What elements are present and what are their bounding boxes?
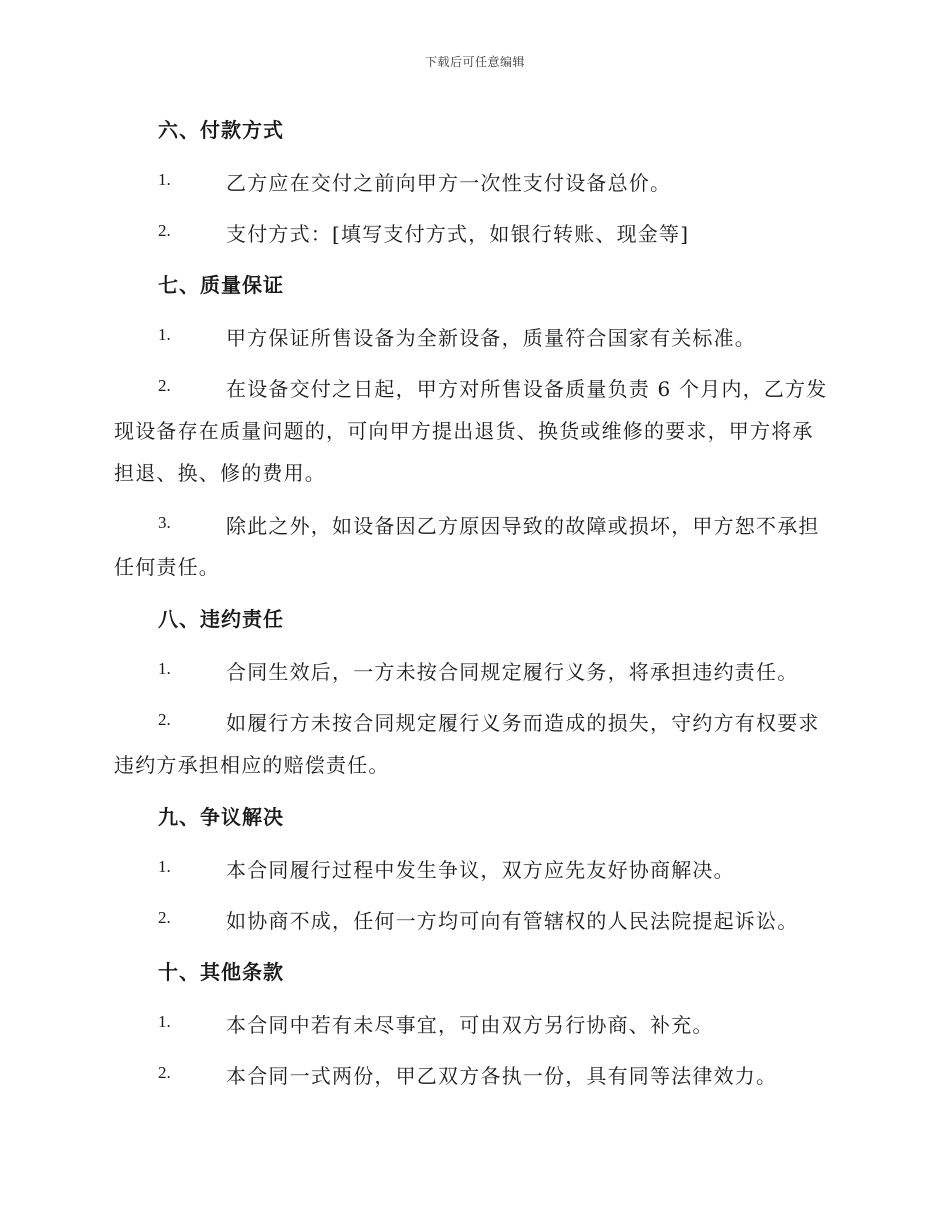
item-number: 2.	[158, 221, 171, 240]
section-heading-breach: 八、违约责任	[158, 607, 284, 631]
item-number: 1.	[158, 857, 171, 876]
item-number: 1.	[158, 659, 171, 678]
item-number: 1.	[158, 1012, 171, 1031]
item-text: 如协商不成，任何一方均可向有管辖权的人民法院提起诉讼。	[226, 909, 799, 933]
item-number: 2.	[158, 908, 171, 927]
item-number: 1.	[158, 170, 171, 189]
item-text: 支付方式：[填写支付方式，如银行转账、现金等]	[226, 222, 690, 246]
item-text-continued: 违约方承担相应的赔偿责任。	[114, 753, 390, 777]
item-number: 2.	[158, 1063, 171, 1082]
item-text: 本合同中若有未尽事宜，可由双方另行协商、补充。	[226, 1013, 714, 1037]
item-text-continued: 任何责任。	[114, 555, 220, 579]
item-text: 甲方保证所售设备为全新设备，质量符合国家有关标准。	[226, 326, 756, 350]
section-heading-other: 十、其他条款	[158, 960, 284, 984]
item-text: 如履行方未按合同规定履行义务而造成的损失，守约方有权要求	[226, 711, 820, 735]
item-text: 除此之外，如设备因乙方原因导致的故障或损坏，甲方恕不承担	[226, 514, 820, 538]
section-heading-dispute: 九、争议解决	[158, 805, 284, 829]
item-text: 本合同一式两份，甲乙双方各执一份，具有同等法律效力。	[226, 1064, 778, 1088]
item-number: 1.	[158, 325, 171, 344]
section-heading-payment: 六、付款方式	[158, 118, 284, 142]
item-number: 3.	[158, 513, 171, 532]
item-text-continued: 担退、换、修的费用。	[114, 461, 326, 485]
item-text: 在设备交付之日起，甲方对所售设备质量负责 6 个月内，乙方发	[226, 377, 828, 401]
item-number: 2.	[158, 376, 171, 395]
item-text: 乙方应在交付之前向甲方一次性支付设备总价。	[226, 171, 672, 195]
item-text: 本合同履行过程中发生争议，双方应先友好协商解决。	[226, 858, 735, 882]
item-text: 合同生效后，一方未按合同规定履行义务，将承担违约责任。	[226, 660, 799, 684]
section-heading-quality: 七、质量保证	[158, 273, 284, 297]
item-text-continued: 现设备存在质量问题的，可向甲方提出退货、换货或维修的要求，甲方将承	[114, 419, 814, 443]
item-number: 2.	[158, 710, 171, 729]
page-header: 下载后可任意编辑	[424, 55, 525, 69]
